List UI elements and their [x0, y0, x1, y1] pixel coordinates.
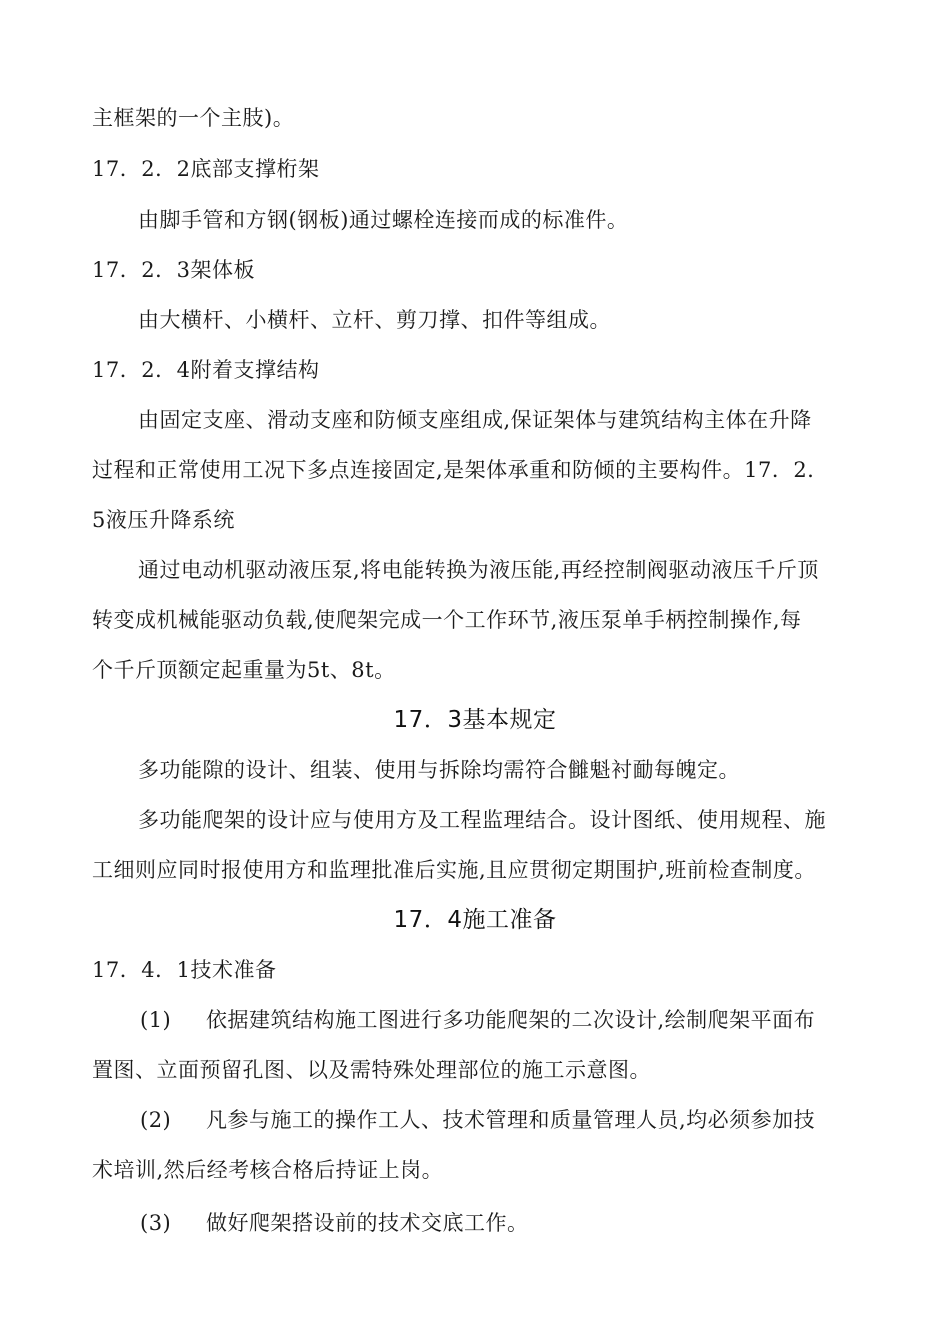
list-item-number: (3) — [140, 1211, 172, 1235]
section-number-17-4-1: 17．4．1技术准备 — [92, 958, 277, 982]
paragraph-line: 通过电动机驱动液压泵,将电能转换为液压能,再经控制阀驱动液压千斤顶 — [138, 558, 819, 582]
paragraph-line: 术培训,然后经考核合格后持证上岗。 — [92, 1158, 444, 1182]
section-heading-17-3: 17．3基本规定 — [393, 707, 557, 733]
section-number-17-2-2: 17．2．2底部支撑桁架 — [92, 157, 320, 181]
section-number-17-2-4: 17．2．4附着支撑结构 — [92, 358, 320, 382]
section-number-17-2-5: 5液压升降系统 — [92, 508, 235, 532]
paragraph-line: 由脚手管和方钢(钢板)通过螺栓连接而成的标准件。 — [138, 208, 629, 232]
list-item-number: (1) — [140, 1008, 172, 1032]
list-item-number: (2) — [140, 1108, 172, 1132]
paragraph-line: 转变成机械能驱动负载,使爬架完成一个工作环节,液压泵单手柄控制操作,每 — [92, 608, 802, 632]
list-item-text: 依据建筑结构施工图进行多功能爬架的二次设计,绘制爬架平面布 — [206, 1008, 816, 1032]
paragraph-line: 由固定支座、滑动支座和防倾支座组成,保证架体与建筑结构主体在升降 — [138, 408, 812, 432]
section-heading-17-4: 17．4施工准备 — [393, 907, 557, 933]
paragraph-line: 置图、立面预留孔图、以及需特殊处理部位的施工示意图。 — [92, 1058, 651, 1082]
paragraph-line: 多功能爬架的设计应与使用方及工程监理结合。设计图纸、使用规程、施 — [138, 808, 826, 832]
section-number-17-2-3: 17．2．3架体板 — [92, 258, 255, 282]
text-line: 主框架的一个主肢)。 — [92, 106, 295, 130]
paragraph-line: 个千斤顶额定起重量为5t、8t。 — [92, 658, 396, 682]
list-item-text: 凡参与施工的操作工人、技术管理和质量管理人员,均必须参加技 — [206, 1108, 816, 1132]
paragraph-line: 工细则应同时报使用方和监理批准后实施,且应贯彻定期围护,班前检查制度。 — [92, 858, 816, 882]
paragraph-line: 由大横杆、小横杆、立杆、剪刀撑、扣件等组成。 — [138, 308, 611, 332]
list-item-text: 做好爬架搭设前的技术交底工作。 — [206, 1211, 529, 1235]
paragraph-line: 过程和正常使用工况下多点连接固定,是架体承重和防倾的主要构件。17．2． — [92, 458, 829, 482]
paragraph-line: 多功能隙的设计、组装、使用与拆除均需符合雠魁衬勔每魄定。 — [138, 758, 740, 782]
